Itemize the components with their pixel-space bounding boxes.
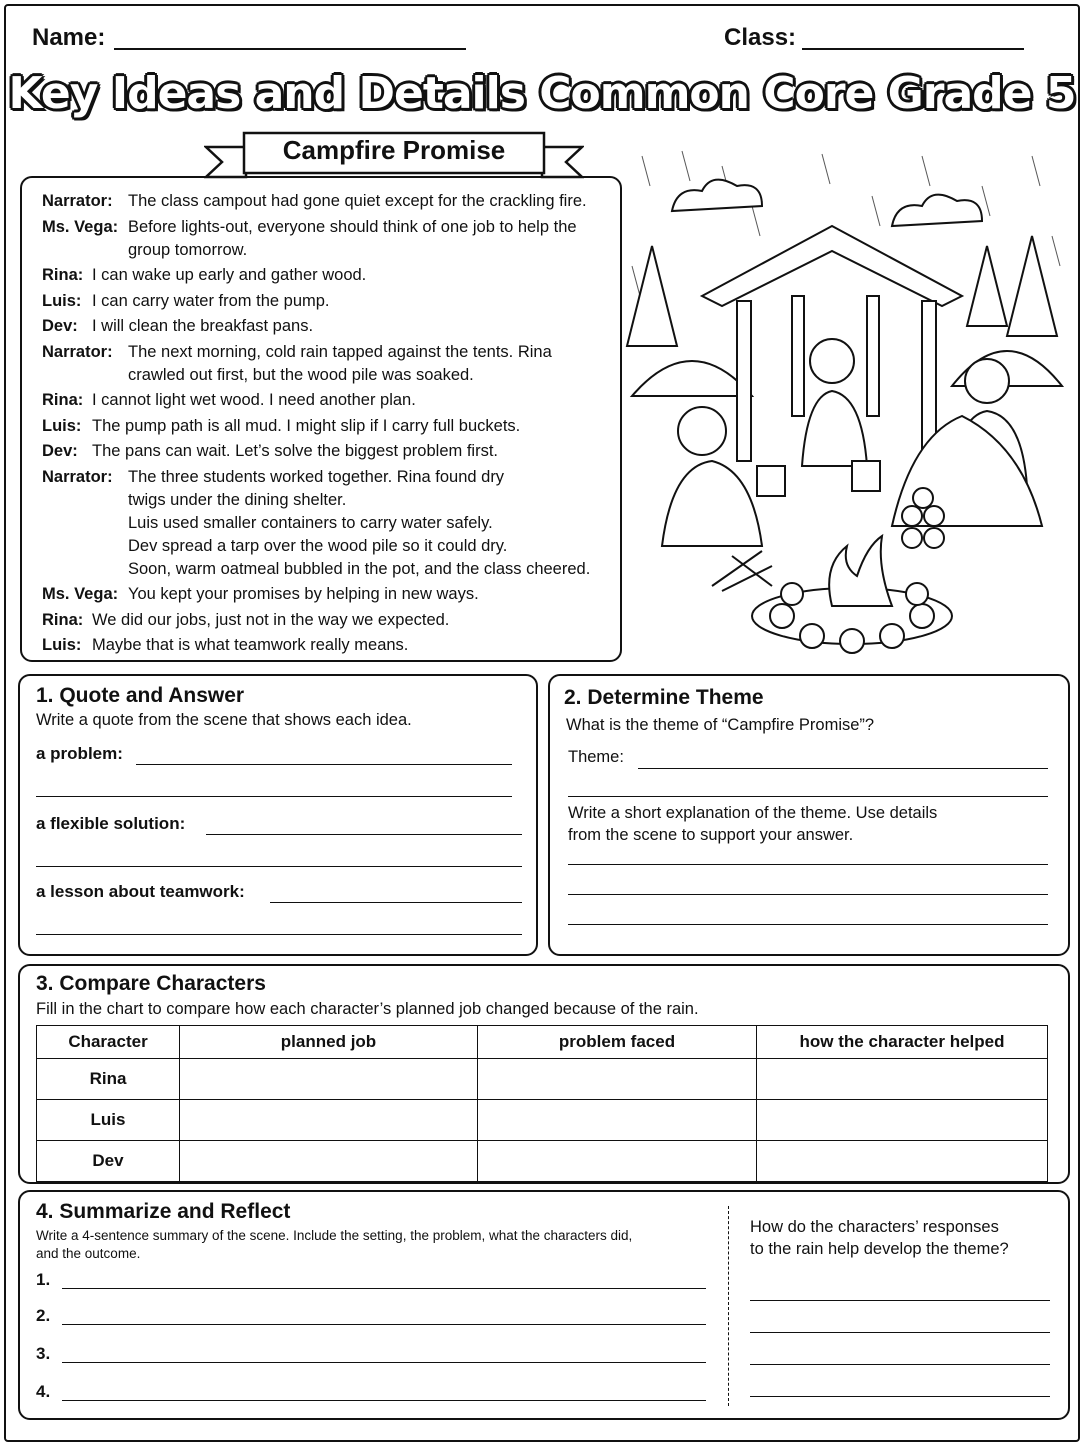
dialogue-text: We did our jobs, just not in the way we expected.	[92, 610, 450, 629]
answer-line[interactable]	[136, 764, 512, 765]
theme-line[interactable]	[638, 768, 1048, 769]
reflect-question-line1: How do the characters’ responses	[750, 1218, 999, 1236]
summary-number: 2.	[36, 1306, 51, 1325]
column-header: Character	[37, 1026, 180, 1059]
summary-line[interactable]	[62, 1400, 706, 1401]
page-title: Key Ideas and Details Common Core Grade 5	[8, 68, 1076, 119]
reflect-line[interactable]	[750, 1332, 1050, 1333]
name-field[interactable]	[114, 48, 466, 50]
dialogue-text: Before lights-out, everyone should think of one job to help the	[128, 217, 577, 236]
answer-line[interactable]	[36, 866, 522, 867]
summary-line[interactable]	[62, 1324, 706, 1325]
speaker-label: Rina:	[42, 391, 84, 409]
column-header: planned job	[180, 1026, 478, 1059]
explanation-line[interactable]	[568, 894, 1048, 895]
reflect-question-line2: to the rain help develop the theme?	[750, 1240, 1009, 1258]
speaker-label: Narrator:	[42, 342, 113, 361]
answer-line[interactable]	[36, 796, 512, 797]
explanation-line[interactable]	[568, 864, 1048, 865]
dialogue-text: I can carry water from the pump.	[92, 291, 330, 310]
class-label: Class:	[724, 24, 797, 51]
table-cell[interactable]	[180, 1100, 478, 1141]
speaker-label: Ms. Vega:	[42, 585, 119, 603]
section-quote-answer	[18, 674, 538, 956]
speaker-label: Dev:	[42, 442, 78, 460]
dialogue-text: I will clean the breakfast pans.	[92, 317, 314, 335]
section-compare-characters	[18, 964, 1070, 1184]
character-name: Luis	[37, 1100, 180, 1141]
section2-question: What is the theme of “Campfire Promise”?	[566, 716, 875, 734]
section4-instruction-line1: Write a 4-sentence summary of the scene. Include the setting, the problem, what the characters did,	[36, 1228, 633, 1243]
speaker-label: Ms. Vega:	[42, 217, 119, 236]
table-cell[interactable]	[180, 1059, 478, 1100]
explanation-line[interactable]	[568, 924, 1048, 925]
table-cell[interactable]	[478, 1059, 757, 1100]
section2-explain-line2: from the scene to support your answer.	[568, 826, 854, 844]
column-header: how the character helped	[757, 1026, 1048, 1059]
story-title: Campfire Promise	[282, 135, 506, 165]
speaker-label: Rina:	[42, 610, 84, 629]
section2-title: 2. Determine Theme	[564, 686, 764, 709]
speaker-label: Luis:	[42, 291, 82, 310]
answer-line[interactable]	[270, 902, 522, 903]
dialogue-text: The pump path is all mud. I might slip if I carry full buckets.	[92, 416, 521, 435]
name-label: Name:	[32, 24, 106, 51]
answer-line[interactable]	[36, 934, 522, 935]
summary-number: 1.	[36, 1270, 51, 1289]
worksheet-page	[4, 4, 1080, 1442]
summary-number: 4.	[36, 1382, 51, 1401]
table-cell[interactable]	[757, 1100, 1048, 1141]
prompt-teamwork-lesson: a lesson about teamwork:	[36, 882, 245, 901]
dialogue-text: group tomorrow.	[128, 240, 248, 259]
table-cell[interactable]	[180, 1141, 478, 1182]
dialogue-text: Maybe that is what teamwork really means.	[92, 636, 409, 654]
section1-instruction: Write a quote from the scene that shows each idea.	[36, 711, 412, 729]
dialogue-text: crawled out first, but the wood pile was soaked.	[128, 365, 474, 384]
column-header: problem faced	[478, 1026, 757, 1059]
section-determine-theme	[548, 674, 1070, 956]
section-summarize-reflect	[18, 1190, 1070, 1420]
class-field[interactable]	[802, 48, 1024, 50]
table-cell[interactable]	[478, 1141, 757, 1182]
prompt-flexible-solution: a flexible solution:	[36, 814, 186, 833]
character-name: Dev	[37, 1141, 180, 1182]
section3-instruction: Fill in the chart to compare how each character’s planned job changed because of the rain.	[36, 1000, 699, 1018]
table-cell[interactable]	[757, 1059, 1048, 1100]
dialogue-text: You kept your promises by helping in new ways.	[128, 585, 479, 603]
compare-table	[36, 1025, 1048, 1182]
section2-explain-line1: Write a short explanation of the theme. Use details	[568, 804, 938, 822]
column-divider	[728, 1206, 729, 1406]
speaker-label: Rina:	[42, 266, 84, 284]
speaker-label: Narrator:	[42, 467, 113, 486]
dialogue-text: twigs under the dining shelter.	[128, 490, 347, 509]
theme-label: Theme:	[568, 748, 624, 766]
table-row	[37, 1059, 1048, 1100]
dialogue-text: The next morning, cold rain tapped against the tents. Rina	[128, 342, 552, 361]
speaker-label: Dev:	[42, 317, 78, 335]
summary-number: 3.	[36, 1344, 51, 1363]
table-cell[interactable]	[478, 1100, 757, 1141]
table-row	[37, 1141, 1048, 1182]
table-row	[37, 1100, 1048, 1141]
table-cell[interactable]	[757, 1141, 1048, 1182]
theme-line[interactable]	[568, 796, 1048, 797]
answer-line[interactable]	[206, 834, 522, 835]
reflect-line[interactable]	[750, 1364, 1050, 1365]
section4-instruction-line2: and the outcome.	[36, 1246, 141, 1261]
summary-line[interactable]	[62, 1362, 706, 1363]
section3-title: 3. Compare Characters	[36, 972, 266, 995]
dialogue-text: Dev spread a tarp over the wood pile so it could dry.	[128, 536, 508, 555]
speaker-label: Luis:	[42, 636, 82, 654]
dialogue-text: Soon, warm oatmeal bubbled in the pot, and the class cheered.	[128, 559, 591, 578]
dialogue-text: The class campout had gone quiet except for the crackling fire.	[128, 192, 587, 210]
dialogue-text: I can wake up early and gather wood.	[92, 266, 367, 284]
summary-line[interactable]	[62, 1288, 706, 1289]
script-box	[20, 176, 622, 662]
dialogue-text: The pans can wait. Let’s solve the biggest problem first.	[92, 442, 498, 460]
speaker-label: Luis:	[42, 416, 82, 435]
prompt-problem: a problem:	[36, 744, 123, 763]
section1-title: 1. Quote and Answer	[36, 684, 245, 707]
speaker-label: Narrator:	[42, 192, 113, 210]
character-name: Rina	[37, 1059, 180, 1100]
section4-title: 4. Summarize and Reflect	[36, 1200, 291, 1223]
reflect-line[interactable]	[750, 1396, 1050, 1397]
reflect-line[interactable]	[750, 1300, 1050, 1301]
table-header-row	[37, 1026, 1048, 1059]
campsite-rain-illustration-icon	[622, 146, 1068, 666]
dialogue-text: The three students worked together. Rina found dry	[128, 467, 505, 486]
dialogue-text: Luis used smaller containers to carry water safely.	[128, 513, 493, 532]
dialogue-text: I cannot light wet wood. I need another plan.	[92, 391, 416, 409]
